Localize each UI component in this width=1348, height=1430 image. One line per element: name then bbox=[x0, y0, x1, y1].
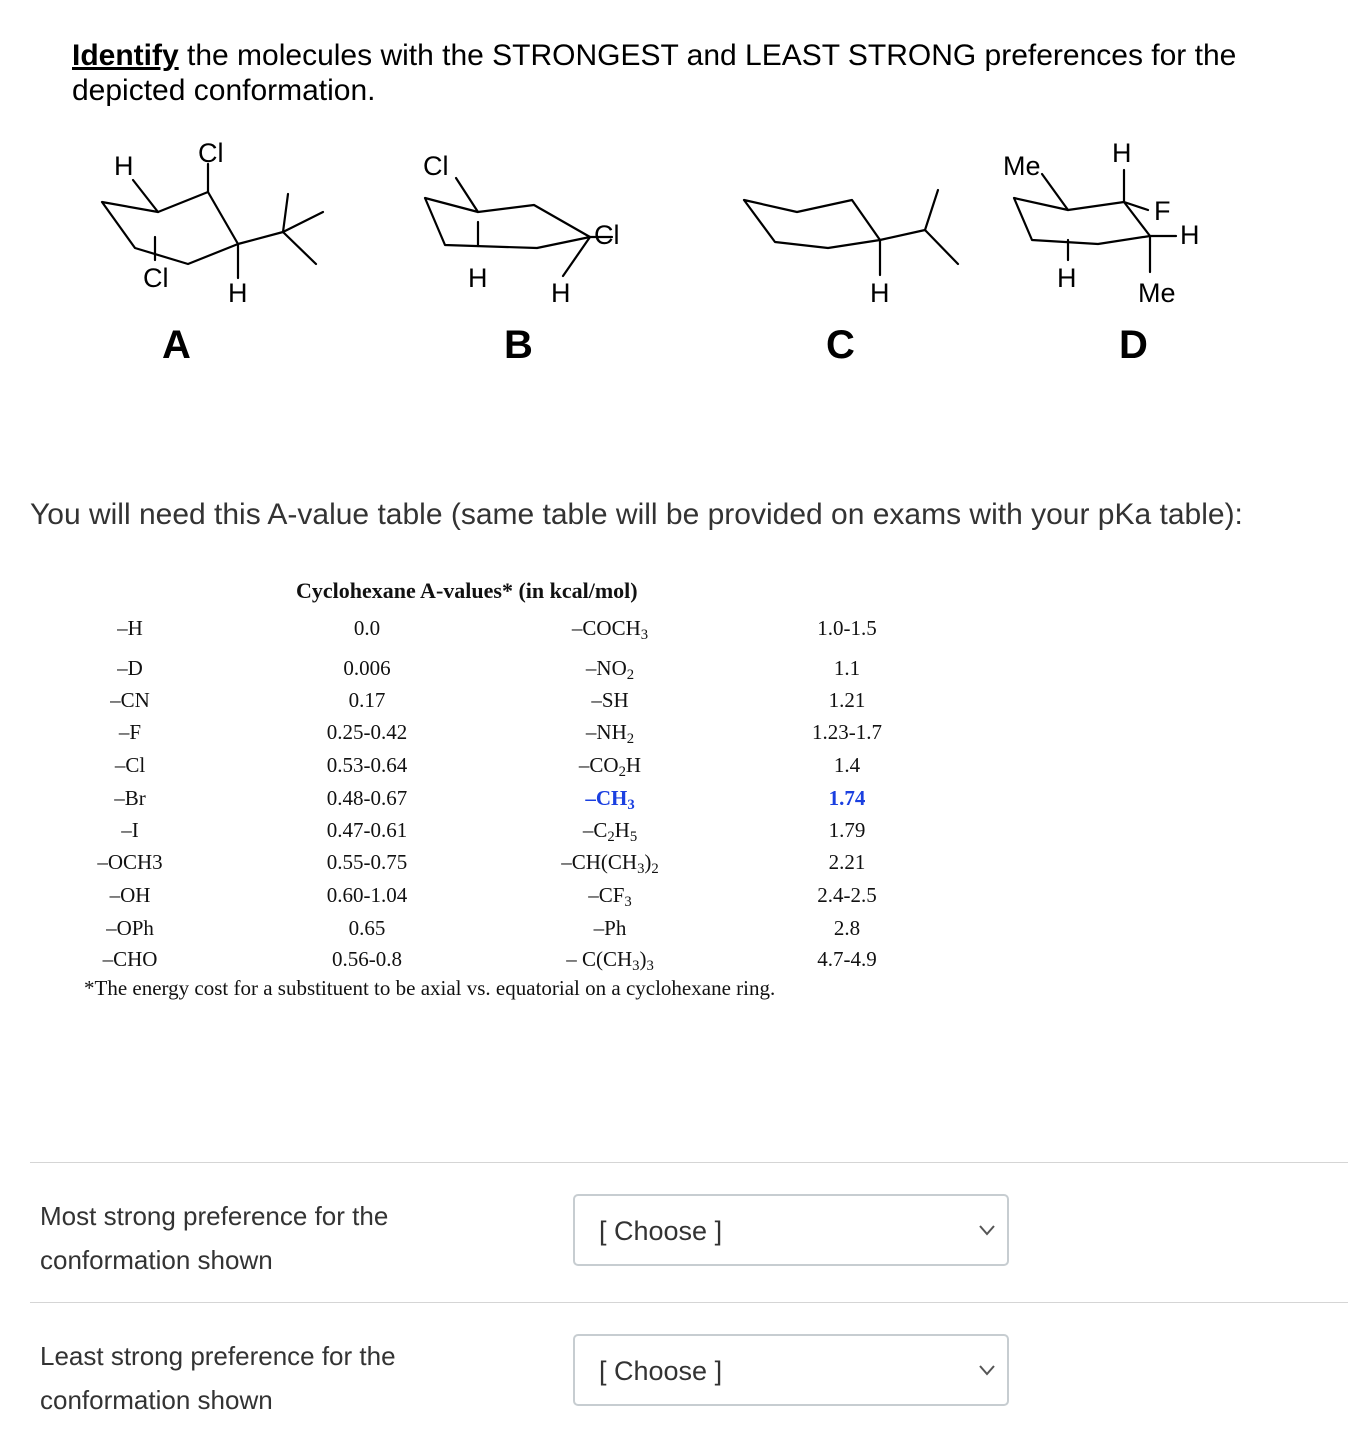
a-value-cell: 2.8 bbox=[833, 916, 861, 940]
a-value-cell: 1.1 bbox=[833, 656, 861, 680]
a-value-cell: 0.56-0.8 bbox=[332, 947, 402, 971]
substituent-cell: $-CH_3$ bbox=[585, 786, 635, 813]
d-label-me-bottom: Me bbox=[1138, 278, 1176, 308]
b-label-h-bottom-left: H bbox=[468, 263, 488, 293]
a-value-cell: 0.55-0.75 bbox=[326, 850, 408, 874]
molecule-a-letter: A bbox=[162, 323, 191, 367]
substituent-cell: –Cl bbox=[114, 753, 146, 777]
substituent-cell: – $C(CH_3)_3$ bbox=[566, 947, 654, 974]
a-value-row bbox=[80, 616, 900, 646]
most-strong-select-value: [ Choose ] bbox=[599, 1216, 723, 1246]
a-label-h-top: H bbox=[114, 151, 134, 181]
chevron-down-icon bbox=[977, 1220, 997, 1240]
substituent-cell: $-CF_3$ bbox=[588, 883, 632, 910]
least-strong-select[interactable] bbox=[573, 1334, 1009, 1406]
molecule-b-chair bbox=[425, 178, 612, 276]
substituent-cell: $-NO_2$ bbox=[585, 656, 635, 683]
a-value-cell: 1.21 bbox=[828, 688, 866, 712]
a-value-row bbox=[80, 786, 900, 816]
molecule-d-letter: D bbox=[1119, 323, 1148, 367]
a-value-row bbox=[80, 720, 900, 750]
a-value-cell: 2.4-2.5 bbox=[817, 883, 877, 907]
substituent-cell: –CHO bbox=[102, 947, 158, 971]
molecule-figure bbox=[0, 130, 1348, 380]
substituent-cell: –I bbox=[121, 818, 139, 842]
a-value-table bbox=[80, 578, 900, 1008]
substituent-cell: –OCH3 bbox=[97, 850, 163, 874]
d-label-h-top: H bbox=[1112, 138, 1132, 168]
substituent-cell: $-CH(CH_3)_2$ bbox=[561, 850, 659, 877]
substituent-cell: –H bbox=[117, 616, 143, 640]
substituent-cell: –OPh bbox=[106, 916, 154, 940]
a-value-row bbox=[80, 656, 900, 686]
substituent-cell: –Ph bbox=[593, 916, 627, 940]
substituent-cell: –F bbox=[118, 720, 142, 744]
a-value-cell: 0.006 bbox=[343, 656, 391, 680]
substituent-cell: –Br bbox=[114, 786, 146, 810]
substituent-cell: $-COCH_3$ bbox=[571, 616, 649, 643]
substituent-cell: $-C_2H_5$ bbox=[582, 818, 638, 845]
divider-middle bbox=[30, 1302, 1348, 1303]
a-value-cell: 0.17 bbox=[348, 688, 386, 712]
a-value-cell: 0.48-0.67 bbox=[326, 786, 408, 810]
most-strong-select[interactable] bbox=[573, 1194, 1009, 1266]
substituent-cell: $-NH_2$ bbox=[585, 720, 635, 747]
b-label-cl-top: Cl bbox=[423, 151, 449, 181]
molecule-a-chair bbox=[102, 164, 323, 278]
a-value-cell: 1.0-1.5 bbox=[817, 616, 877, 640]
substituent-cell: –D bbox=[117, 656, 143, 680]
a-value-cell: 0.60-1.04 bbox=[326, 883, 408, 907]
c-label-h-bottom: H bbox=[870, 278, 890, 308]
molecule-c-chair bbox=[744, 190, 958, 275]
molecule-b-letter: B bbox=[504, 323, 533, 367]
a-value-row bbox=[80, 947, 900, 977]
least-strong-select-value: [ Choose ] bbox=[599, 1356, 723, 1386]
most-strong-label: Most strong preference for the conformation shown bbox=[40, 1201, 389, 1275]
divider-top bbox=[30, 1162, 1348, 1163]
a-value-cell: 0.47-0.61 bbox=[326, 818, 408, 842]
a-value-cell: 4.7-4.9 bbox=[817, 947, 877, 971]
a-value-row bbox=[80, 753, 900, 783]
chevron-down-icon bbox=[977, 1360, 997, 1380]
d-label-h-right: H bbox=[1180, 220, 1200, 250]
a-label-h-bottom: H bbox=[228, 278, 248, 308]
chair-conformations-svg bbox=[0, 130, 1348, 380]
a-value-cell: 0.53-0.64 bbox=[326, 753, 408, 777]
a-value-cell: 2.21 bbox=[828, 850, 866, 874]
a-value-table-footnote: *The energy cost for a substituent to be axial vs. equatorial on a cyclohexane ring. bbox=[84, 976, 776, 1000]
a-value-cell: 0.0 bbox=[353, 616, 381, 640]
a-value-cell: 0.65 bbox=[348, 916, 386, 940]
intro-text: You will need this A-value table (same table will be provided on exams with your pKa table): bbox=[30, 498, 1243, 531]
a-label-cl-top: Cl bbox=[198, 138, 224, 168]
substituent-cell: –OH bbox=[109, 883, 151, 907]
question-text: the molecules with the STRONGEST and LEAST STRONG preferences for the depicted conformation. bbox=[72, 39, 1237, 107]
question-title bbox=[72, 38, 1332, 108]
d-label-f: F bbox=[1154, 196, 1171, 226]
a-value-cell: 0.25-0.42 bbox=[326, 720, 408, 744]
substituent-cell: –CN bbox=[110, 688, 150, 712]
substituent-cell: $-CO_2H$ bbox=[578, 753, 642, 780]
a-value-cell: 1.23-1.7 bbox=[812, 720, 882, 744]
d-label-h-bottom: H bbox=[1057, 263, 1077, 293]
a-value-row bbox=[80, 883, 900, 913]
a-value-cell: 1.74 bbox=[828, 786, 866, 810]
a-value-row bbox=[80, 850, 900, 880]
a-label-cl-bottom: Cl bbox=[143, 263, 169, 293]
a-value-row bbox=[80, 818, 900, 848]
b-label-h-bottom-right: H bbox=[551, 278, 571, 308]
molecule-d-chair bbox=[1014, 170, 1176, 272]
a-value-cell: 1.4 bbox=[833, 753, 861, 777]
question-emphasis: Identify bbox=[72, 39, 179, 72]
a-value-row bbox=[80, 916, 900, 946]
a-value-cell: 1.79 bbox=[828, 818, 866, 842]
a-value-table-title: Cyclohexane A-values* (in kcal/mol) bbox=[296, 578, 638, 603]
substituent-cell: –SH bbox=[591, 688, 629, 712]
molecule-c-letter: C bbox=[826, 323, 855, 367]
b-label-cl-right: Cl bbox=[594, 220, 620, 250]
d-label-me-top: Me bbox=[1003, 151, 1041, 181]
a-value-row bbox=[80, 688, 900, 718]
least-strong-label: Least strong preference for the conformation shown bbox=[40, 1341, 396, 1415]
